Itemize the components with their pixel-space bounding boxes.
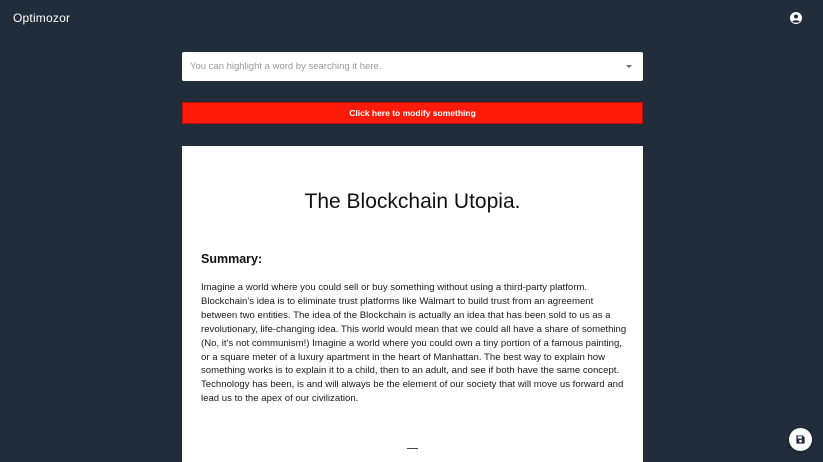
modify-button[interactable]: Click here to modify something (182, 102, 643, 124)
summary-text: Imagine a world where you could sell or buy something without using a third-party platform. Blockchain's idea is to eliminate trust platforms like Walmart to build trust from an agreement between two entities. The idea of the Blockchain is actually an idea that has been sold to us as a revolutionary, life-changing idea. This world would mean that we could all have a share of something (No, it's not communism!) Imagine a world where you could own a tiny portion of a famous painting, or a square meter of a luxury apartment in the heart of Manhattan. The best way to explain how something works is to explain it to a child, then to an adult, and see if both have the same concept. Technology has been, is and will always be the element of our society that will move us forward and lead us to the apex of our civilization. (201, 282, 627, 405)
document-paper (182, 146, 643, 462)
summary-heading: Summary: (201, 252, 263, 266)
document-title: The Blockchain Utopia. (304, 190, 521, 213)
section-divider (407, 448, 418, 449)
app-brand: Optimozor (13, 11, 71, 25)
chevron-down-icon[interactable] (626, 65, 632, 68)
search-placeholder: You can highlight a word by searching it here. (190, 61, 382, 72)
save-button[interactable] (789, 428, 812, 451)
search-select[interactable] (182, 52, 643, 81)
account-circle-icon[interactable] (790, 12, 802, 24)
app-bar (0, 0, 823, 36)
save-icon (795, 434, 806, 445)
